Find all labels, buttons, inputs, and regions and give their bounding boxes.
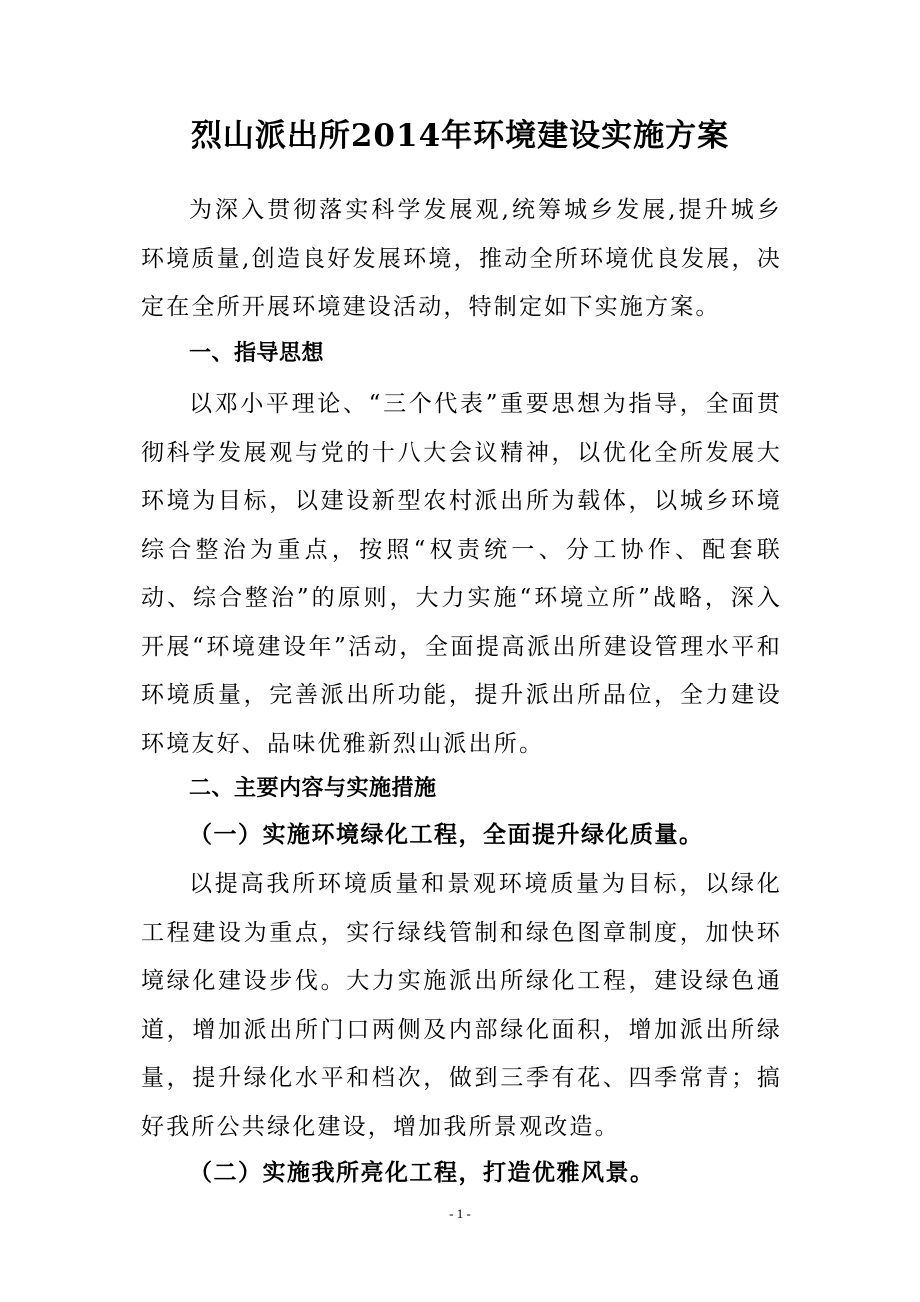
page-number: - 1 -	[449, 1206, 471, 1221]
document-title: 烈山派出所2014年环境建设实施方案	[190, 118, 730, 154]
subsection-heading-greening: （一）实施环境绿化工程，全面提升绿化质量。	[189, 821, 704, 848]
section-heading-guiding-ideology: 一、指导思想	[189, 341, 325, 366]
section-heading-main-content: 二、主要内容与实施措施	[189, 776, 437, 801]
guiding-ideology-paragraph: 以邓小平理论、“三个代表”重要思想为指导，全面贯彻科学发展观与党的十八大会议精神，以优化全所发展大环境为目标，以建设新型农村派出所为载体，以城乡环境综合整治为重点，按照“权责统一、分工协作、配套联动、综合整治”的原则，大力实施“环境立所”战略，深入开展“环境建设年”活动，全面提高派出所建设管理水平和环境质量，完善派出所功能，提升派出所品位，全力建设环境友好、品味优雅新烈山派出所。	[141, 391, 782, 757]
subsection-heading-lighting: （二）实施我所亮化工程，打造优雅风景。	[189, 1159, 655, 1186]
greening-paragraph: 以提高我所环境质量和景观环境质量为目标，以绿化工程建设为重点，实行绿线管制和绿色图章制度，加快环境绿化建设步伐。大力实施派出所绿化工程，建设绿色通道，增加派出所门口两侧及内部绿化面积，增加派出所绿量，提升绿化水平和档次，做到三季有花、四季常青；搞好我所公共绿化建设，增加我所景观改造。	[141, 871, 782, 1140]
intro-paragraph: 为深入贯彻落实科学发展观,统筹城乡发展,提升城乡环境质量,创造良好发展环境，推动全所环境优良发展，决定在全所开展环境建设活动，特制定如下实施方案。	[141, 197, 782, 320]
